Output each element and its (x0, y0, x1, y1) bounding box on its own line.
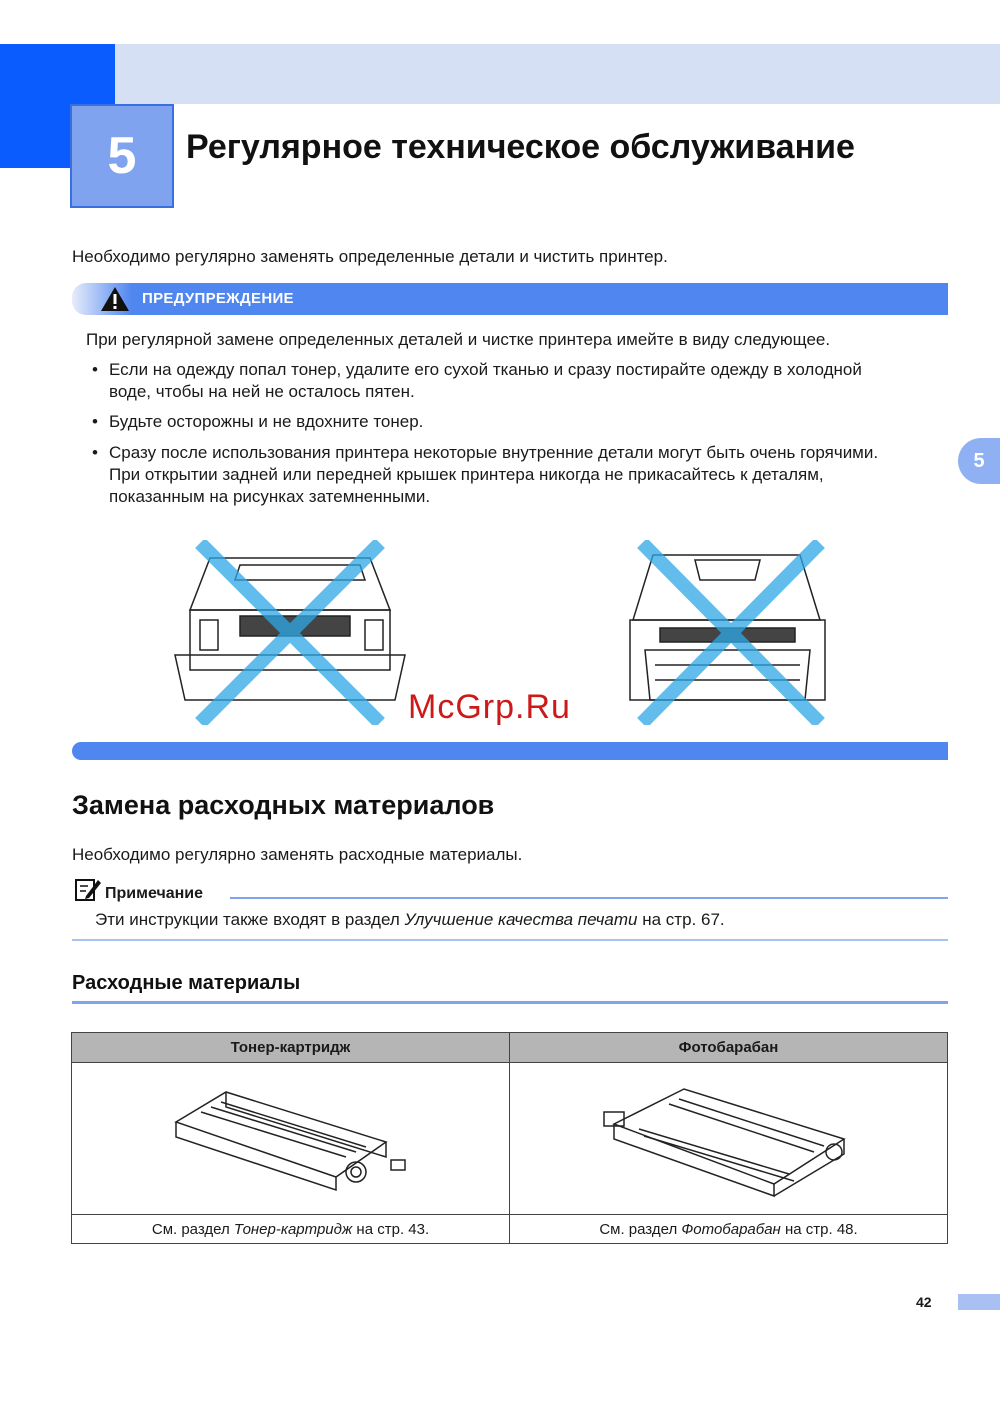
section-heading: Замена расходных материалов (72, 790, 495, 820)
bullet-marker: • (92, 443, 98, 462)
printer-front-illustration (170, 540, 410, 725)
warning-bullet-1-line-1: Если на одежду попал тонер, удалите его сухой тканью и сразу постирайте одежду в холодной (109, 360, 862, 379)
toner-caption (72, 1215, 510, 1244)
note-bottom-rule (72, 939, 948, 941)
warning-bullet-2: Будьте осторожны и не вдохните тонер. (109, 412, 424, 431)
intro-text: Необходимо регулярно заменять определенные детали и чистить принтер. (72, 247, 668, 266)
page-number-bar (958, 1294, 1000, 1310)
watermark: McGrp.Ru (408, 688, 571, 726)
header-band (115, 44, 1000, 104)
toner-reference: Тонер-картридж (233, 1220, 353, 1238)
warning-triangle-icon (100, 286, 130, 312)
printer-back-illustration (625, 540, 830, 725)
note-reference: Улучшение качества печати (404, 910, 638, 929)
drum-image-cell (510, 1063, 948, 1215)
drum-caption (510, 1215, 948, 1244)
subsection-heading: Расходные материалы (72, 972, 301, 994)
drum-unit-illustration (599, 1074, 859, 1199)
caption-pre: См. раздел (599, 1220, 682, 1238)
caption-post: на стр. 48. (780, 1220, 858, 1238)
warning-bullet-1-line-2: воде, чтобы на ней не осталось пятен. (109, 382, 415, 401)
note-text-post: на стр. 67. (637, 910, 725, 929)
note-label: Примечание (105, 885, 204, 902)
section-intro: Необходимо регулярно заменять расходные материалы. (72, 845, 523, 864)
caption-pre: См. раздел (151, 1220, 234, 1238)
note-text (95, 910, 725, 930)
toner-image-cell (72, 1063, 510, 1215)
drum-reference: Фотобарабан (681, 1220, 781, 1238)
caption-post: на стр. 43. (352, 1220, 430, 1238)
subsection-rule (72, 1001, 948, 1004)
page-number: 42 (916, 1294, 932, 1310)
warning-bullet-3-line-2: При открытии задней или передней крышек принтера никогда не прикасайтесь к деталям, (109, 465, 824, 484)
table-header-drum: Фотобарабан (510, 1033, 948, 1063)
warning-bullet-3-line-3: показанным на рисунках затемненными. (109, 487, 431, 506)
chapter-side-tab: 5 (958, 438, 1000, 484)
chapter-number: 5 (70, 104, 174, 208)
consumables-table (71, 1032, 948, 1244)
note-pencil-icon (74, 876, 102, 902)
bullet-marker: • (92, 360, 98, 379)
bullet-marker: • (92, 412, 98, 431)
note-text-pre: Эти инструкции также входят в раздел (95, 910, 405, 929)
warning-label: ПРЕДУПРЕЖДЕНИЕ (142, 290, 294, 307)
table-header-toner: Тонер-картридж (72, 1033, 510, 1063)
toner-cartridge-illustration (166, 1082, 416, 1192)
section-separator-bar (72, 742, 948, 760)
note-top-rule (230, 897, 948, 899)
warning-bullet-3-line-1: Сразу после использования принтера некоторые внутренние детали могут быть очень горячими. (109, 443, 879, 462)
warning-lead: При регулярной замене определенных деталей и чистке принтера имейте в виду следующее. (86, 330, 831, 349)
chapter-title: Регулярное техническое обслуживание (186, 128, 855, 166)
